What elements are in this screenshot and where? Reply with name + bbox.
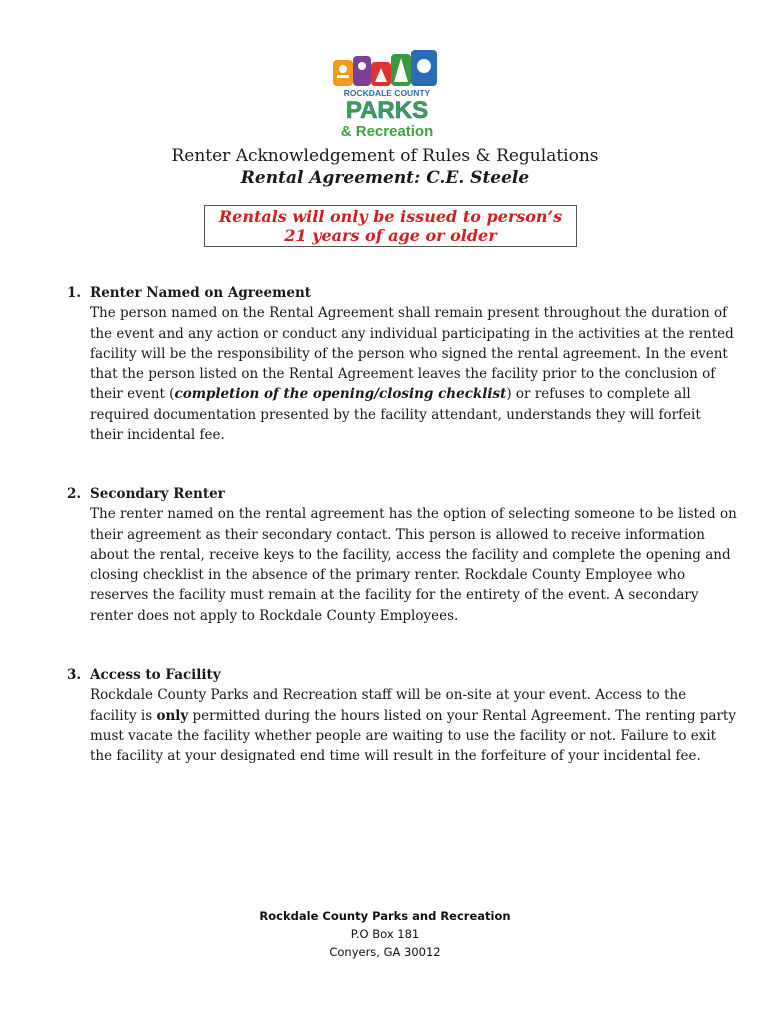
document-subtitle: Rental Agreement: C.E. Steele bbox=[240, 168, 530, 188]
section-body: The renter named on the rental agreement has the option of selecting someone to be listed on their agreement as their secondary contact. This person is allowed to receive information about the rental, receive keys to the facility, access the facility and complete the opening and closing checklist in the absence of the primary renter. Rockdale County Employee who reserves the facility must remain at the facility for the entirety of the event. A secondary renter does not apply to Rockdale County Employees. bbox=[90, 506, 737, 624]
section-body-text: The person named on the Rental Agreement shall remain present throughout the duration of the event and any action or conduct any individual participating in the activities at the rented facility will be the responsibility of the person who signed the rental agreement. In the event that the person listed on the Rental Agreement leaves the facility prior to the conclusion of their event ( bbox=[90, 305, 734, 403]
rockdale-parks-logo bbox=[331, 48, 443, 140]
age-notice-line-1: Rentals will only be issued to person’s bbox=[218, 207, 563, 226]
section-body-text: Rockdale County Parks and Recreation staff will be on-site at your event. Access to the facility is bbox=[90, 687, 687, 724]
section-body bbox=[90, 685, 737, 766]
footer-address bbox=[0, 907, 770, 961]
section-secondary-renter bbox=[67, 484, 737, 626]
section-body bbox=[90, 303, 737, 445]
logo-text-county: ROCKDALE COUNTY bbox=[343, 88, 431, 98]
section-body-emphasis: only bbox=[156, 707, 189, 724]
section-body-emphasis: completion of the opening/closing checklist bbox=[174, 386, 507, 403]
section-title: Access to Facility bbox=[90, 667, 221, 683]
section-number: 2. bbox=[67, 486, 82, 502]
age-notice-line-2: 21 years of age or older bbox=[284, 226, 497, 245]
footer-org-name: Rockdale County Parks and Recreation bbox=[259, 909, 511, 923]
section-renter-named bbox=[67, 283, 737, 445]
logo-graphic bbox=[331, 48, 443, 140]
section-number: 3. bbox=[67, 667, 82, 683]
logo-block-purple bbox=[353, 56, 371, 86]
logo-text-recreation: & Recreation bbox=[340, 123, 434, 140]
document-title: Renter Acknowledgement of Rules & Regulations bbox=[171, 146, 599, 166]
section-number: 1. bbox=[67, 285, 82, 301]
footer-po-box: P.O Box 181 bbox=[350, 927, 420, 941]
logo-text-parks: PARKS bbox=[345, 97, 429, 124]
section-title: Renter Named on Agreement bbox=[90, 285, 312, 301]
age-notice-box bbox=[204, 205, 577, 247]
section-title: Secondary Renter bbox=[90, 486, 225, 502]
section-body-text-end: ) or refuses to complete all required documentation presented by the facility attendant, understands they will forfeit their incidental fee. bbox=[90, 386, 701, 444]
section-access-to-facility bbox=[67, 665, 737, 766]
footer-city: Conyers, GA 30012 bbox=[329, 945, 441, 959]
section-body-text-end: permitted during the hours listed on your Rental Agreement. The renting party must vacate the facility whether people are waiting to use the facility or not. Failure to exit the facility at your designated end time will result in the forfeiture of your incidental fee. bbox=[90, 707, 736, 765]
